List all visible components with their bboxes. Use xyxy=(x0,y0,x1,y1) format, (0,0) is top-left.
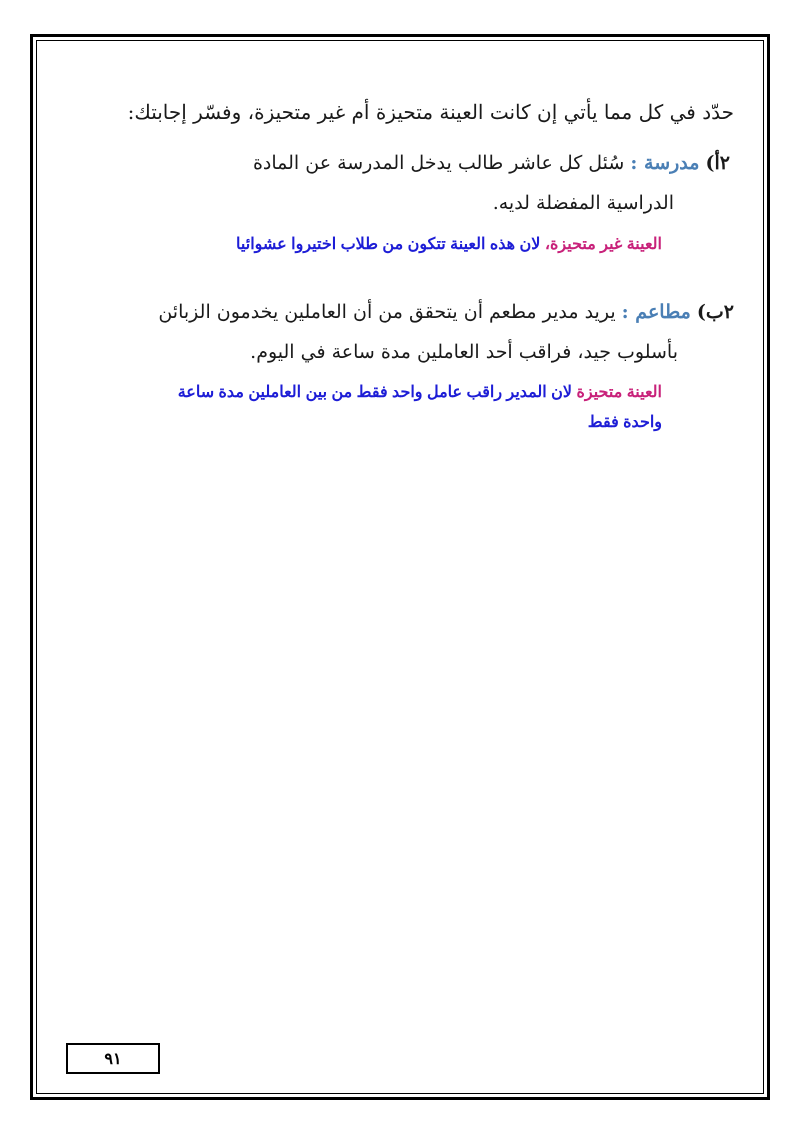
question-2b-line2 xyxy=(70,332,734,372)
answer-2b-line1 xyxy=(62,378,662,408)
instruction-text xyxy=(70,100,734,124)
question-2a-line2 xyxy=(90,183,730,223)
question-2b-text2: بأسلوب جيد، فراقب أحد العاملين مدة ساعة في اليوم. xyxy=(250,341,678,363)
question-2b-line1 xyxy=(70,292,734,332)
answer-2a-verdict: العينة غير متحيزة، xyxy=(544,236,662,253)
answer-2b-reason2: واحدة فقط xyxy=(587,414,662,431)
answer-2b xyxy=(62,378,662,438)
question-2b xyxy=(70,292,734,372)
question-2b-label: مطاعم : xyxy=(621,301,691,323)
answer-2a-reason: لان هذه العينة تتكون من طلاب اختيروا عشوائيا xyxy=(236,236,541,253)
page-number xyxy=(66,1043,160,1074)
page-number-label: ٩١ xyxy=(104,1050,122,1068)
question-2a-number: ٢أ) xyxy=(705,152,730,174)
question-2a xyxy=(90,143,730,223)
instruction-label: حدّد في كل مما يأتي إن كانت العينة متحيزة أم غير متحيزة، وفسّر إجابتك: xyxy=(127,100,734,124)
answer-2b-line2 xyxy=(62,408,662,438)
answer-2b-verdict: العينة متحيزة xyxy=(576,384,662,401)
question-2a-text2: الدراسية المفضلة لديه. xyxy=(492,192,674,214)
question-2b-text1: يريد مدير مطعم أن يتحقق من أن العاملين يخدمون الزبائن xyxy=(158,301,616,323)
answer-2b-reason1: لان المدير راقب عامل واحد فقط من بين العاملين مدة ساعة xyxy=(177,384,573,401)
question-2a-line1 xyxy=(90,143,730,183)
question-2b-number: ٢ب) xyxy=(696,301,734,323)
question-2a-label: مدرسة : xyxy=(630,152,700,174)
answer-2a xyxy=(62,230,662,260)
question-2a-text1: سُئل كل عاشر طالب يدخل المدرسة عن المادة xyxy=(252,152,625,174)
